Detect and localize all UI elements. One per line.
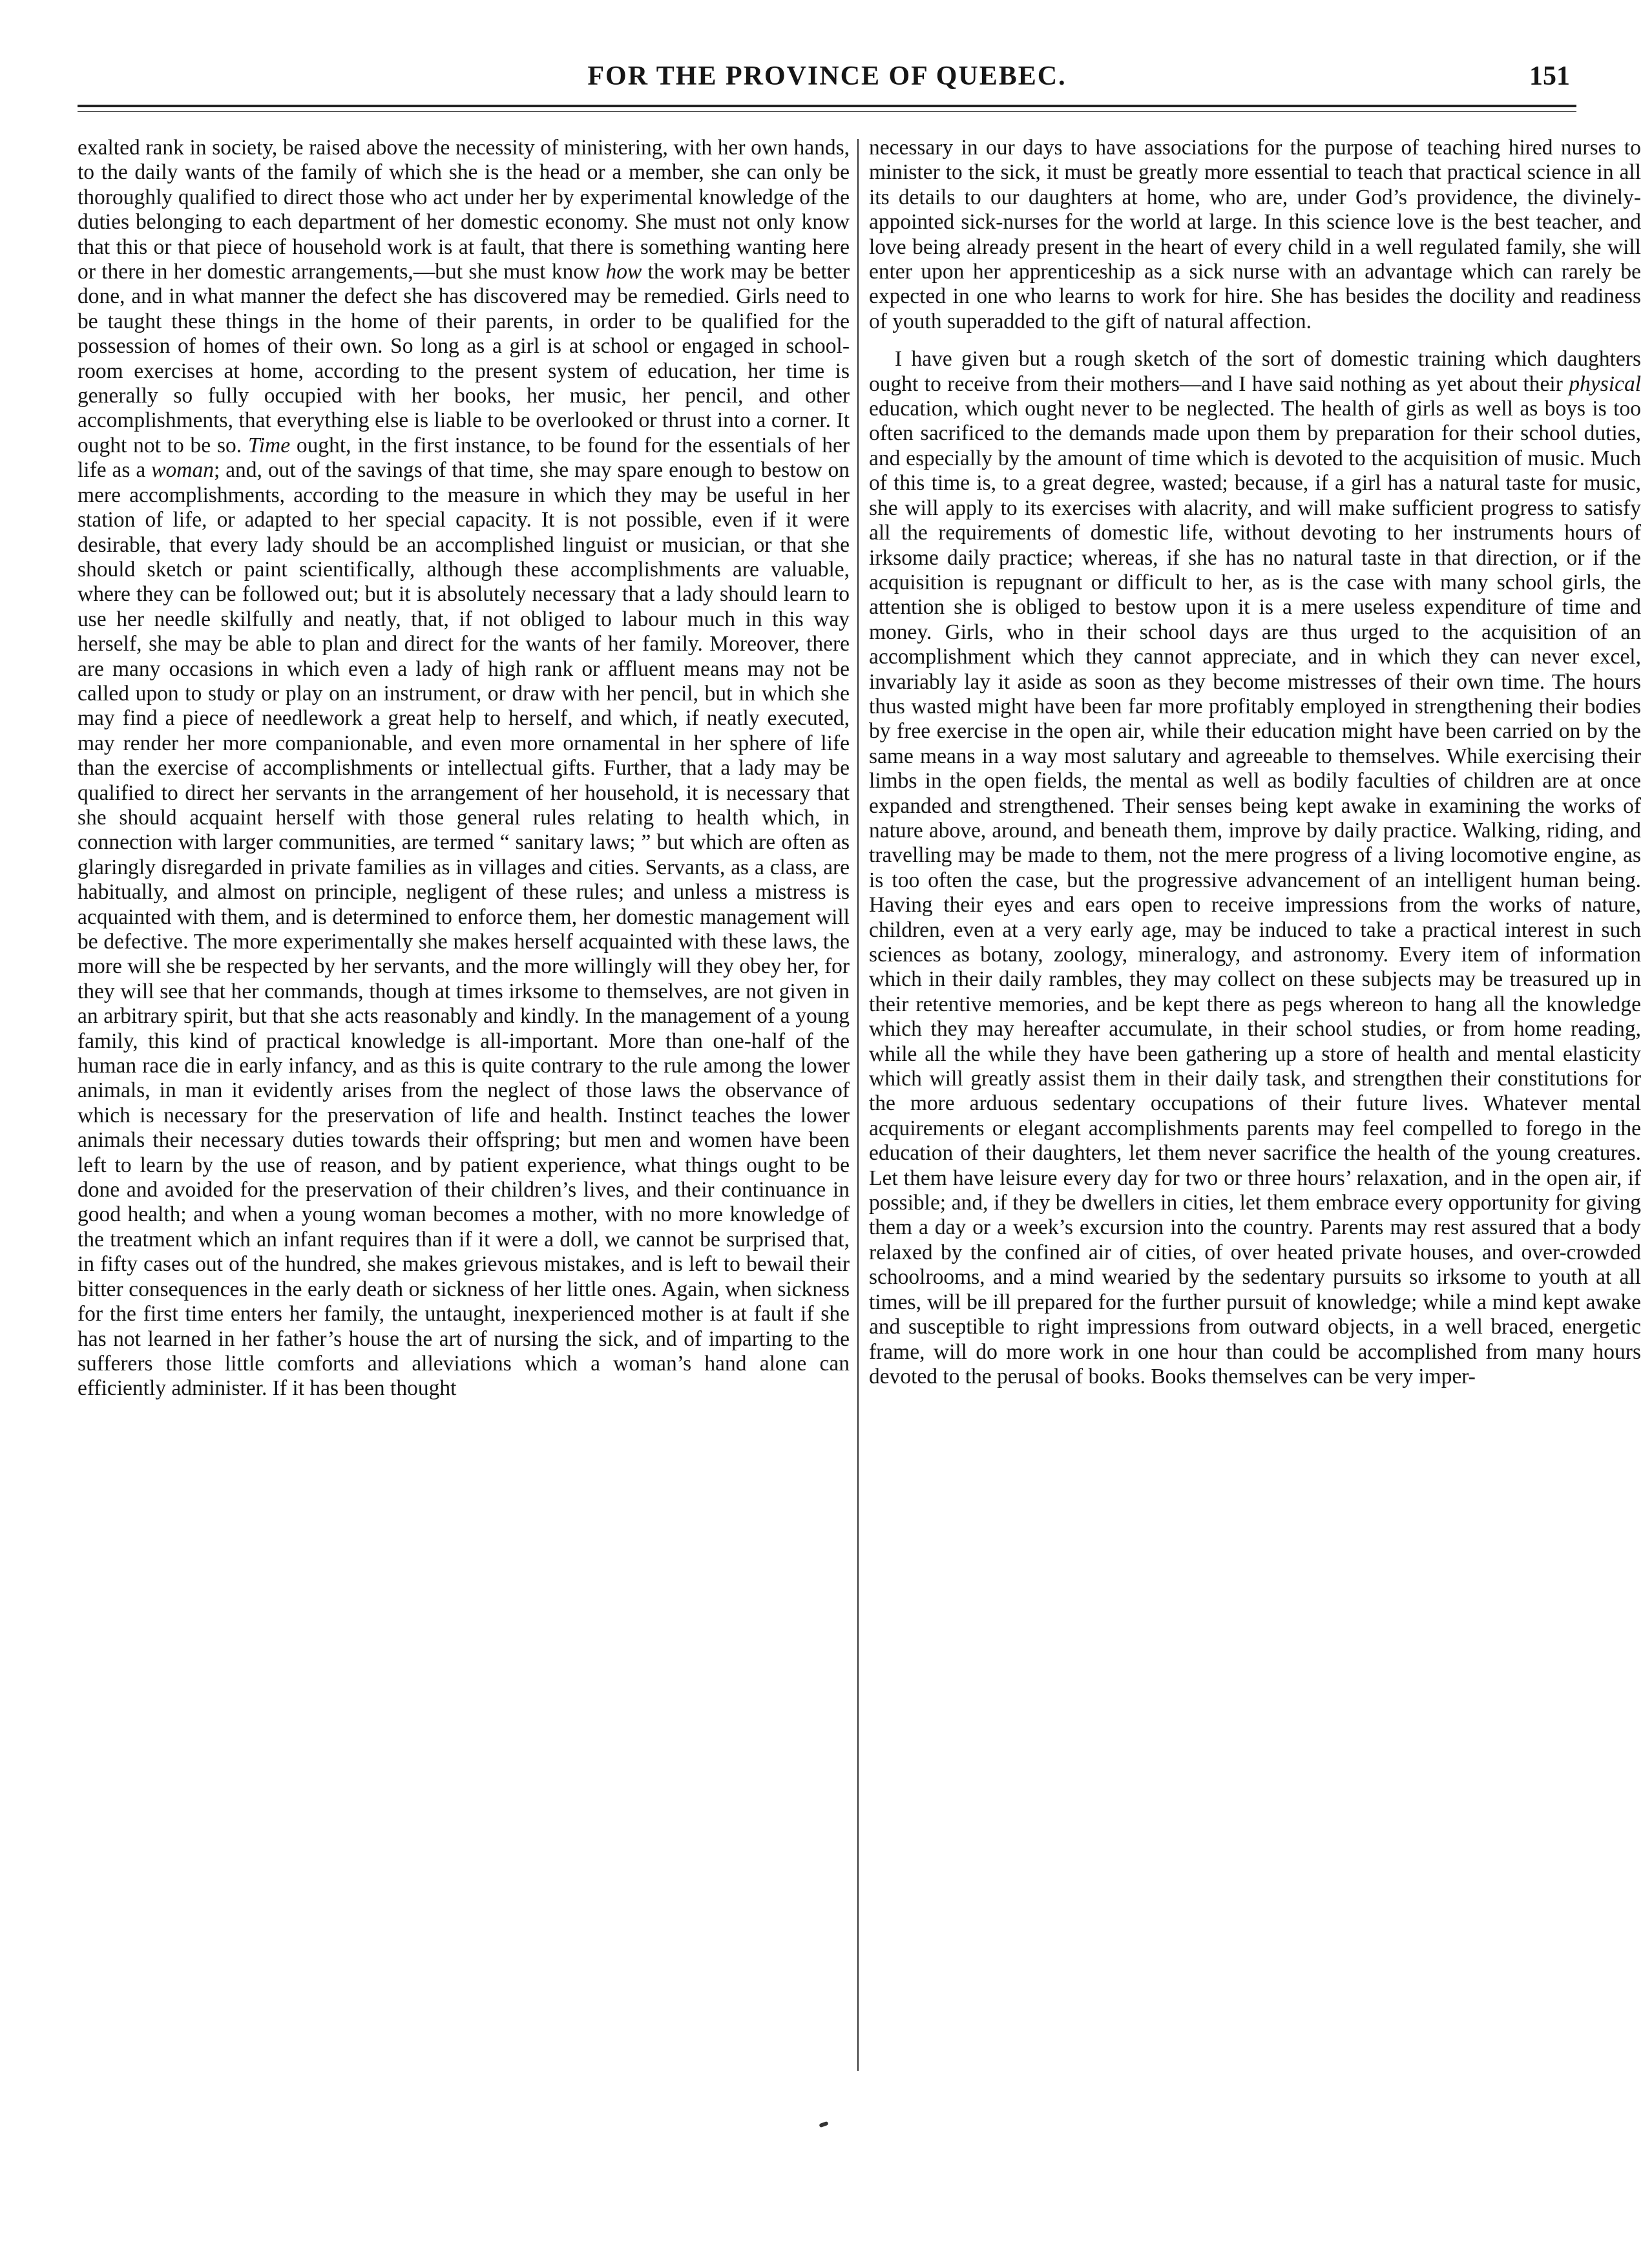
text-run: the work may be better done, and in what manner the defect she has discovered may be remedied. Girls need to be taught these things in the home of their parents, in order to be qualified for the possession of homes of their own. So long as a girl is at school or engaged in school-room exercises at home, according to the present system of education, her time is generally so fully occupied with her books, her music, her pencil, and other accomplishments, that everything else is liable to be overlooked or thrust into a corner. It ought not to be so. bbox=[78, 260, 850, 457]
page-number: 151 bbox=[1529, 61, 1570, 91]
text-run: I have given but a rough sketch of the sort of domestic training which daughters ought to receive from their mothers—and I have said nothing as yet about their bbox=[869, 347, 1641, 396]
italic-word: Time bbox=[247, 433, 291, 457]
header-rule-thin bbox=[78, 111, 1576, 112]
header-rule bbox=[78, 105, 1576, 107]
column-divider bbox=[857, 139, 859, 2071]
text-run: exalted rank in society, be raised above the necessity of ministering, with her own hands, to the daily wants of the family of which she is the head or a member, she can only be thoroughly qualified to direct those who act under her by experimental knowledge of the duties belonging to each department of her domestic economy. She must not only know that this or that piece of household work is at fault, that there is something wanting here or there in her domestic arrangements,—but she must know bbox=[78, 136, 850, 284]
italic-word: physical bbox=[1569, 372, 1641, 396]
italic-word: how bbox=[605, 260, 642, 284]
text-run: education, which ought never to be neglected. The health of girls as well as boys is too often sacrificed to the demands made upon them by preparation for their school duties, and especially by the amount of time which is devoted to the acquisition of music. Much of this time is, to a great degree, wasted; because, if a girl has a natural taste for music, she will apply to its exercises with alacrity, and will make sufficient progress to satisfy all the requirements of domestic life, without devoting to her instruments hours of irksome daily practice; whereas, if she has no natural taste in that direction, or if the acquisition is repugnant or difficult to her, as is the case with many school girls, the attention she is obliged to bestow upon it is a mere useless expenditure of time and money. Girls, who in their school days are thus urged to the acquisition of an accomplishment which they cannot appreciate, and in which they can never excel, invariably lay it aside as soon as they become mistresses of their own time. The hours thus wasted might have been far more profitably employed in strengthening their bodies by free exercise in the open air, while their education might have been carried on by the same means in a way most salutary and agreeable to themselves. While exercising their limbs in the open fields, the mental as well as bodily faculties of children are at once expanded and strengthened. Their senses being kept awake in examining the works of nature above, around, and beneath them, improve by daily practice. Walking, riding, and travelling may be made to them, not the mere progress of a living locomotive engine, as is too often the case, but the progressive advancement of an intelligent human being. Having their eyes and ears open to receive impressions from the works of nature, children, even at a very early age, may be induced to take a practical interest in such sciences as botany, zoology, mineralogy, and astronomy. Every item of information which in their daily rambles, they may collect on these subjects may be treasured up in their retentive memories, and be kept there as pegs whereon to hang all the knowledge which they may hereafter accumulate, in their school studies, or from home reading, while all the while they have been gathering up a store of health and mental elasticity which will greatly assist them in their daily task, and strengthen their constitutions for the more arduous sedentary occupations of their future lives. Whatever mental acquirements or elegant accomplishments parents may feel compelled to forego in the education of their daughters, let them never sacrifice the health of the young creatures. Let them have leisure every day for two or three hours’ relaxation, and in the open air, if possible; and, if they be dwellers in cities, let them embrace every opportunity for giving them a day or a week’s excursion into the country. Parents may rest assured that a body relaxed by the confined air of cities, of over heated private houses, and over-crowded schoolrooms, and a mind wearied by the sedentary pursuits so irksome to youth at all times, will be ill prepared for the further pursuit of knowledge; while a mind kept awake and susceptible to right impressions from outward objects, in a well braced, energetic frame, will do more work in one hour than could be accomplished from many hours devoted to the perusal of books. Books themselves can be very imper- bbox=[869, 397, 1641, 1388]
right-paragraph-1: necessary in our days to have associations for the purpose of teaching hired nurses to minister to the sick, it must be greatly more essential to teach that practical science in all its details to our daughters at home, who are, under God’s providence, the divinely-appointed sick-nurses for the world at large. In this science love is the best teacher, and love being already present in the heart of every child in a well regulated family, she will enter upon her apprenticeship as a sick nurse with an advantage which can rarely be expected in one who learns to work for hire. She has besides the docility and readiness of youth superadded to the gift of natural affection. bbox=[869, 136, 1641, 333]
running-title: FOR THE PROVINCE OF QUEBEC. bbox=[587, 61, 1067, 91]
left-column bbox=[78, 136, 850, 2093]
text-run: ought, in the first instance, to be found for the essentials of her life as a bbox=[78, 433, 850, 483]
ink-mark bbox=[819, 2121, 828, 2128]
italic-word: woman bbox=[151, 458, 214, 483]
left-paragraph-1 bbox=[78, 136, 850, 1401]
right-paragraph-2 bbox=[869, 347, 1641, 1389]
text-run: ; and, out of the savings of that time, she may spare enough to bestow on mere accomplishments, according to the measure in which they may be useful in her station of life, or adapted to her special capacity. It is not possible, even if it were desirable, that every lady should be an accomplished linguist or musician, or that she should sketch or paint scientifically, although these accomplishments are valuable, where they can be followed out; but it is absolutely necessary that a lady should learn to use her needle skilfully and neatly, that, if not obliged to labour much in this way herself, she may be able to plan and direct for the wants of her family. Moreover, there are many occasions in which even a lady of high rank or affluent means may not be called upon to study or play on an instrument, or draw with her pencil, but in which she may find a piece of needlework a great help to herself, and which, if neatly executed, may render her more companionable, and even more ornamental in her sphere of life than the exercise of accomplishments or intellectual gifts. Further, that a lady may be qualified to direct her servants in the arrangement of her household, it is necessary that she should acquaint herself with those general rules relating to health which, in connection with larger communities, are termed “ sanitary laws; ” but which are often as glaringly disregarded in private families as in villages and cities. Servants, as a class, are habitually, and almost on principle, negligent of these rules; and unless a mistress is acquainted with them, and is determined to enforce them, her domestic management will be defective. The more experimentally she makes herself acquainted with these laws, the more will she be respected by her servants, and the more willingly will they obey her, for they will see that her commands, though at times irksome to themselves, are not given in an arbitrary spirit, but that she acts reasonably and kindly. In the management of a young family, this kind of practical knowledge is all-important. More than one-half of the human race die in early infancy, and as this is quite contrary to the rule among the lower animals, in man it evidently arises from the neglect of those laws the observance of which is necessary for the preservation of life and health. Instinct teaches the lower animals their necessary duties towards their offspring; but men and women have been left to learn by the use of reason, and by patient experience, what things ought to be done and avoided for the preservation of their children’s lives, and their continuance in good health; and when a young woman becomes a mother, with no more knowledge of the treatment which an infant requires than if it were a doll, we cannot be surprised that, in fifty cases out of the hundred, she makes grievous mistakes, and is left to bewail their bitter consequences in the early death or sickness of her little ones. Again, when sickness for the first time enters her family, the untaught, inexperienced mother is at fault if she has not learned in her father’s house the art of nursing the sick, and of imparting to the sufferers those little comforts and alleviations which a woman’s hand alone can efficiently administer. If it has been thought bbox=[78, 458, 850, 1401]
right-column bbox=[869, 136, 1641, 2093]
page-header bbox=[78, 52, 1576, 110]
